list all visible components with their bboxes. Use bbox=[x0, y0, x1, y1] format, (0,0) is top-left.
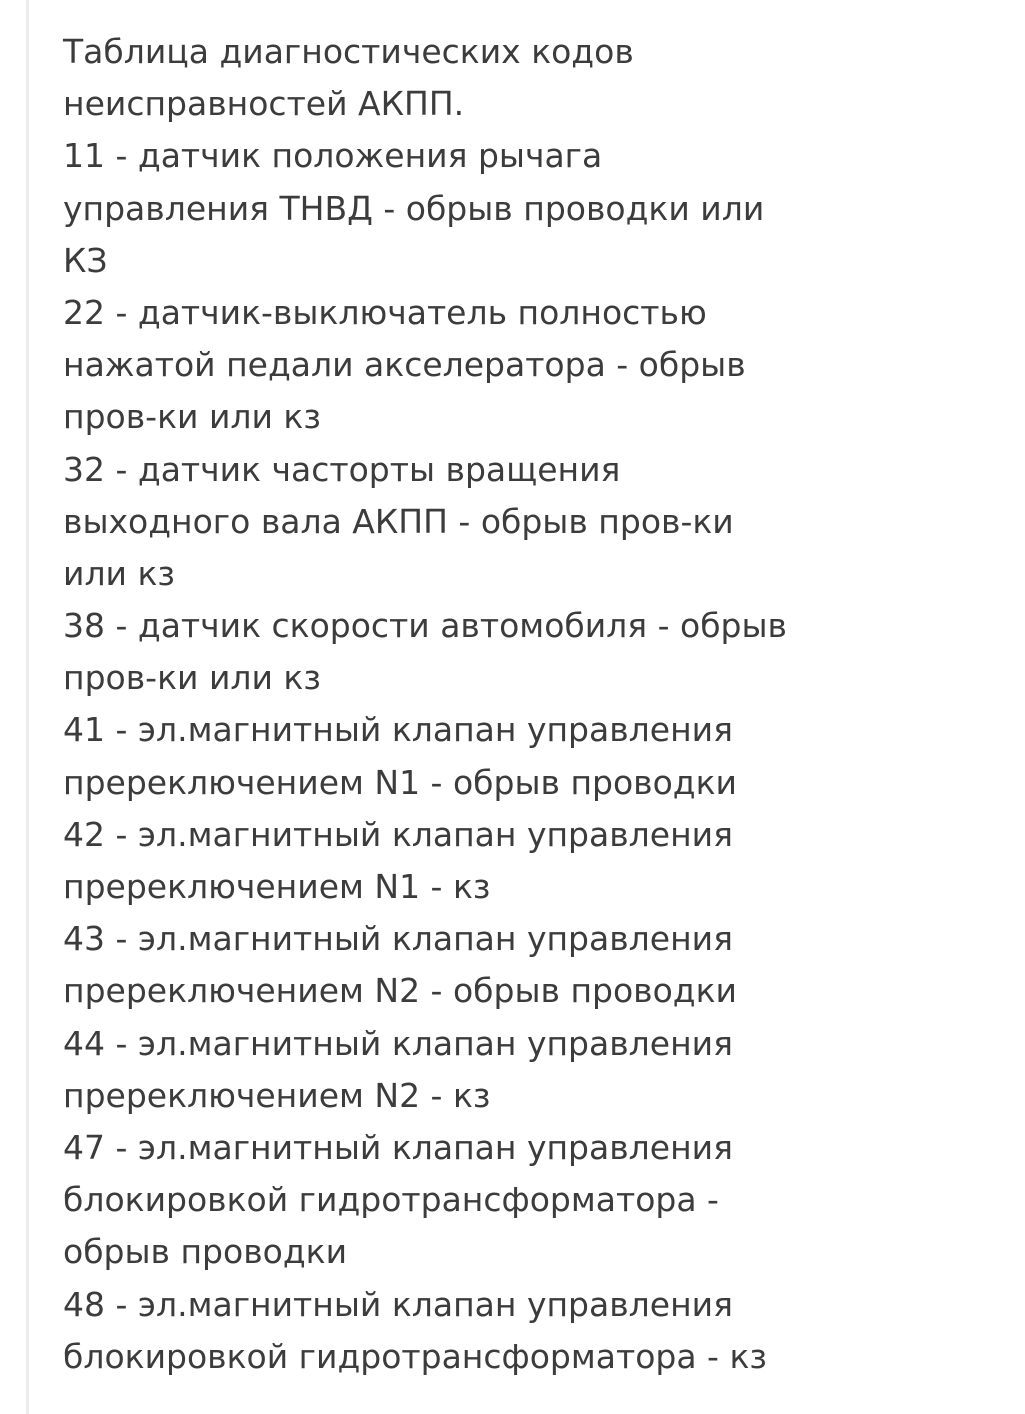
text-line: 47 - эл.магнитный клапан управления bbox=[63, 1127, 733, 1167]
text-line: блокировкой гидротрансформатора - кз bbox=[63, 1336, 767, 1376]
text-line: пререключением N1 - кз bbox=[63, 867, 491, 906]
text-line: пререключением N2 - кз bbox=[63, 1075, 491, 1115]
left-border bbox=[26, 0, 29, 1414]
text-line: Таблица диагностических кодов bbox=[63, 32, 634, 71]
text-line: 42 - эл.магнитный клапан управления bbox=[63, 814, 733, 854]
text-line: нажатой педали акселератора - обрыв bbox=[63, 345, 746, 385]
text-line: пререключением N2 - обрыв проводки bbox=[63, 971, 737, 1011]
text-line: блокировкой гидротрансформатора - bbox=[63, 1180, 719, 1220]
message-text bbox=[63, 26, 823, 1383]
text-line: 38 - датчик скорости автомобиля - обрыв bbox=[63, 606, 788, 646]
text-line: неисправностей АКПП. bbox=[63, 84, 465, 124]
text-line: управления ТНВД - обрыв проводки или bbox=[63, 188, 765, 228]
text-line: 43 - эл.магнитный клапан управления bbox=[63, 919, 733, 959]
text-line: 11 - датчик положения рычага bbox=[63, 136, 603, 176]
text-line: обрыв проводки bbox=[63, 1232, 348, 1272]
text-line: 44 - эл.магнитный клапан управления bbox=[63, 1023, 733, 1063]
text-line: пров-ки или кз bbox=[63, 658, 321, 698]
text-line: пров-ки или кз bbox=[63, 397, 321, 437]
text-line: 22 - датчик-выключатель полностью bbox=[63, 292, 707, 332]
text-line: 48 - эл.магнитный клапан управления bbox=[63, 1284, 733, 1324]
text-line: выходного вала АКПП - обрыв пров-ки bbox=[63, 501, 734, 541]
text-line: пререключением N1 - обрыв проводки bbox=[63, 762, 737, 802]
text-line: КЗ bbox=[63, 240, 108, 280]
text-line: 41 - эл.магнитный клапан управления bbox=[63, 710, 733, 750]
text-line: или кз bbox=[63, 553, 175, 593]
text-line: 32 - датчик часторты вращения bbox=[63, 449, 621, 489]
